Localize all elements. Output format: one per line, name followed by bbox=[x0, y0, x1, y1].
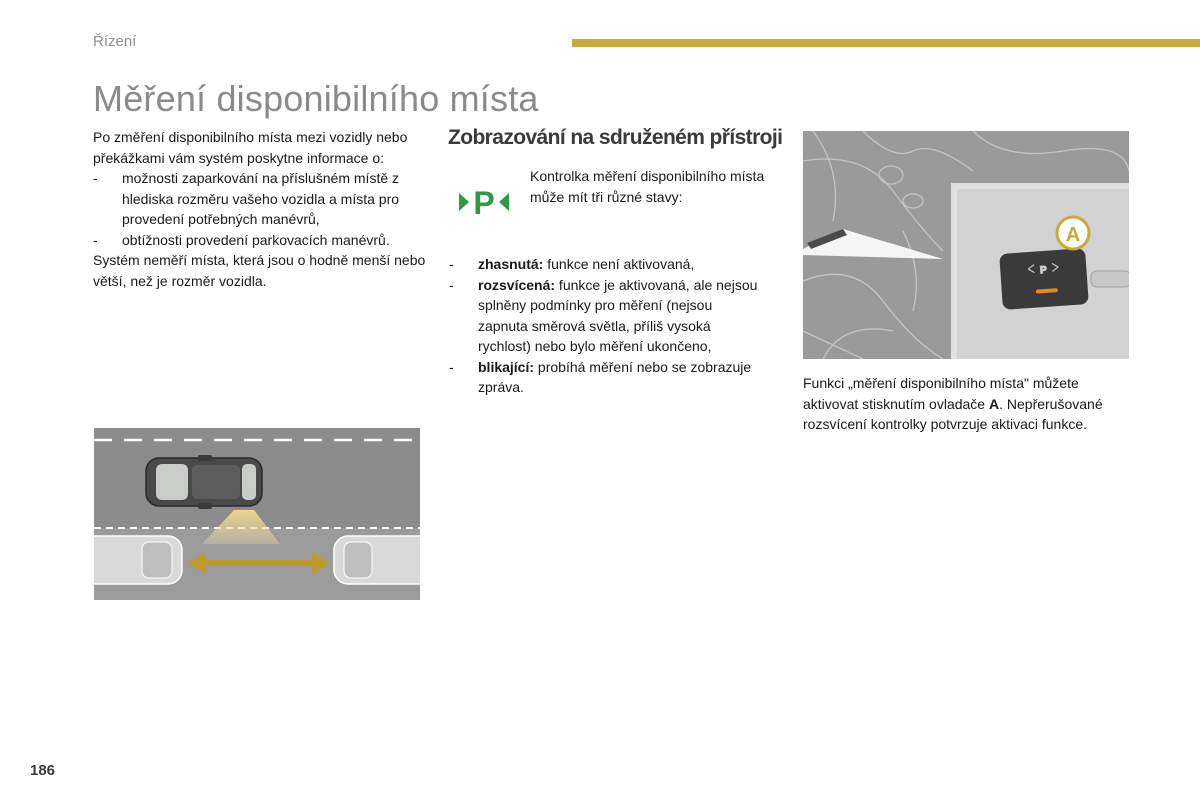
indicator-letter: P bbox=[473, 185, 495, 221]
caption-control-letter: A bbox=[988, 395, 1000, 412]
moving-car bbox=[146, 455, 262, 509]
state-description: probíhá měření nebo se zobrazuje zpráva. bbox=[478, 358, 752, 395]
list-item: - možnosti zaparkování na příslušném místě z hlediska rozměru vašeho vozidla a místa pro provedení potřebných manévrů, bbox=[93, 168, 428, 230]
intro-list bbox=[93, 168, 428, 250]
page-title: Měření disponibilního místa bbox=[93, 78, 539, 119]
list-item bbox=[449, 275, 759, 357]
state-term: blikající: bbox=[478, 358, 535, 375]
indicator-intro: Kontrolka měření disponibilního místa může mít tři různé stavy: bbox=[530, 168, 765, 205]
callout-a bbox=[1057, 217, 1089, 249]
instrument-panel-heading: Zobrazování na sdruženém přístroji bbox=[448, 126, 783, 149]
parking-space-indicator-icon bbox=[459, 183, 509, 221]
list-item bbox=[449, 357, 759, 398]
list-item: - obtížnosti provedení parkovacích manévrů. bbox=[93, 230, 428, 251]
state-description: funkce není aktivovaná, bbox=[543, 256, 695, 272]
control-caption bbox=[803, 373, 1133, 435]
svg-text:P: P bbox=[1039, 264, 1048, 277]
caption-text: Funkci „měření disponibilního místa" můžete aktivovat stisknutím ovladače bbox=[803, 375, 1079, 412]
indicator-states-list bbox=[449, 254, 759, 398]
dashboard-control-illustration bbox=[803, 131, 1129, 359]
parking-space-illustration bbox=[94, 428, 420, 600]
state-term: rozsvícená: bbox=[478, 276, 556, 293]
intro-paragraph: Po změření disponibilního místa mezi vozidly nebo překážkami vám systém poskytne informace o: bbox=[93, 129, 408, 166]
caption-text: . Nepřerušované rozsvícení kontrolky potvrzuje aktivaci funkce. bbox=[803, 395, 1103, 432]
header-accent-bar bbox=[572, 39, 1200, 47]
parked-car-front bbox=[94, 536, 182, 584]
intro-column bbox=[93, 127, 428, 291]
page-number: 186 bbox=[30, 762, 56, 779]
section-label: Řízení bbox=[93, 33, 137, 50]
list-item bbox=[449, 254, 759, 275]
state-description: funkce je aktivovaná, ale nejsou splněny podmínky pro měření (nejsou zapnuta směrová světla, příliš vysoká rychlost) nebo bylo měření ukončeno, bbox=[478, 276, 758, 354]
state-term: zhasnutá: bbox=[478, 256, 544, 272]
parked-car-rear bbox=[334, 536, 420, 584]
callout-letter: A bbox=[1065, 224, 1081, 246]
intro-note: Systém neměří místa, která jsou o hodně menší nebo větší, než je rozměr vozidla. bbox=[93, 252, 426, 289]
